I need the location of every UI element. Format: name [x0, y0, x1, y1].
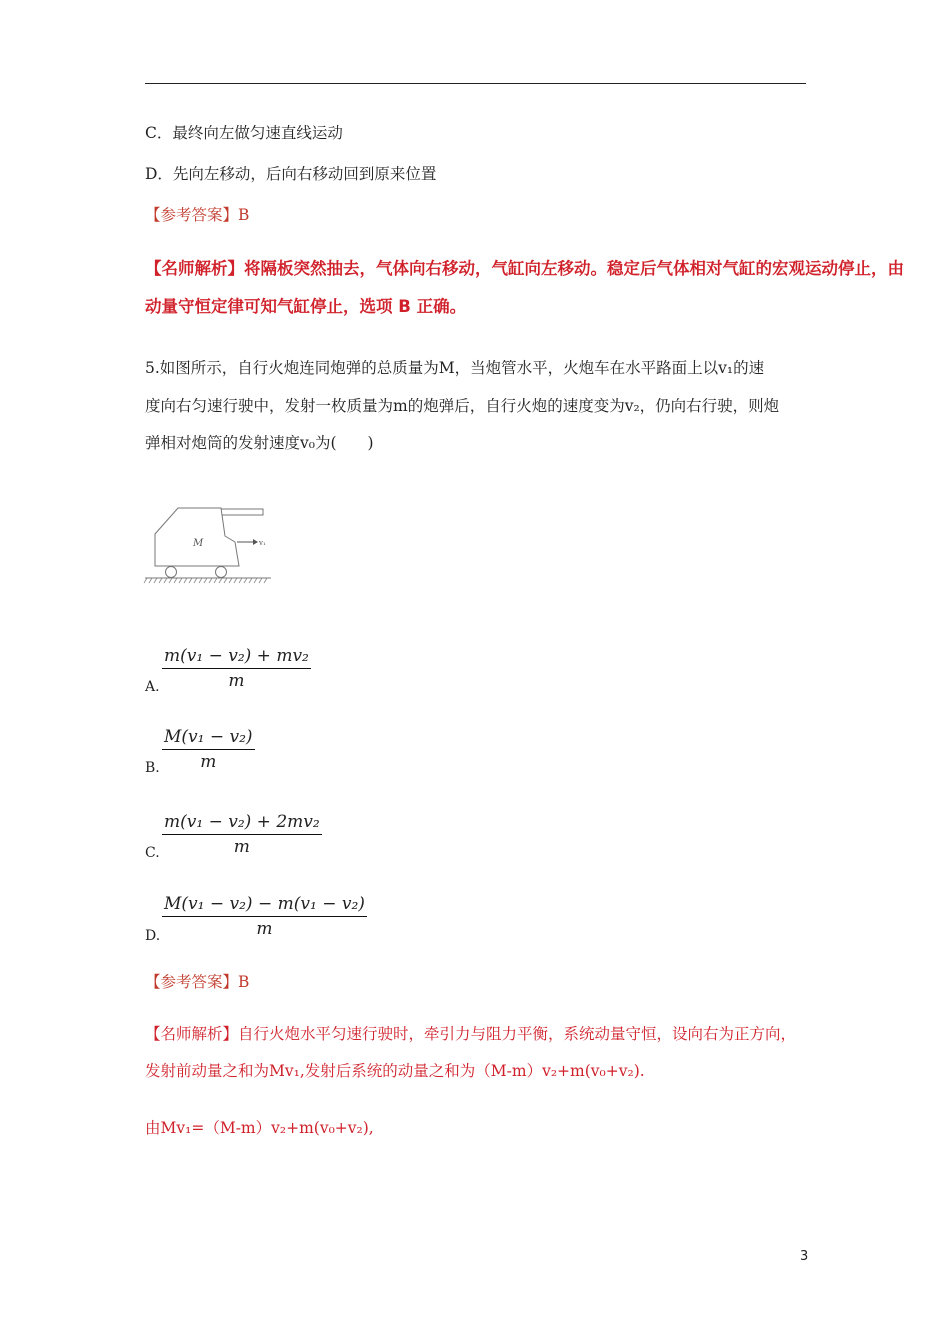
page-number: 3 — [800, 1249, 809, 1264]
option-c-denominator: m — [233, 837, 250, 857]
q5-stem-line3: 弹相对炮筒的发射速度v₀为( ) — [145, 434, 374, 452]
q5-analysis-line3: 由Mv₁=（M-m）v₂+m(v₀+v₂), — [145, 1119, 374, 1137]
option-a-numerator: m(v₁ − v₂) + mv₂ — [162, 646, 311, 669]
q4-analysis-line2: 动量守恒定律可知气缸停止，选项 B 正确。 — [145, 297, 467, 316]
q4-answer: 【参考答案】B — [145, 206, 250, 224]
q5-analysis-line1: 【名师解析】自行火炮水平匀速行驶时，牵引力与阻力平衡，系统动量守恒，设向右为正方向， — [145, 1025, 797, 1043]
option-c-label: C. — [145, 845, 160, 861]
q5-stem-line1: 5.如图所示，自行火炮连同炮弹的总质量为M，当炮管水平，火炮车在水平路面上以v₁的速 — [145, 359, 765, 377]
option-b-numerator: M(v₁ − v₂) — [162, 727, 255, 750]
option-b-denominator: m — [200, 752, 217, 772]
q4-analysis-line1: 【名师解析】将隔板突然抽去，气体向右移动，气缸向左移动。稳定后气体相对气缸的宏观运动停止，由 — [145, 259, 904, 278]
mass-label: M — [193, 538, 204, 549]
q4-option-d: D．先向左移动，后向右移动回到原来位置 — [145, 165, 437, 183]
option-a-label: A. — [145, 679, 160, 695]
velocity-label: v₁ — [259, 539, 266, 547]
option-d-fraction — [162, 894, 367, 939]
header-rule — [145, 83, 806, 84]
option-b-label: B. — [145, 760, 160, 776]
option-c-fraction — [162, 812, 322, 857]
option-d-denominator: m — [256, 919, 273, 939]
option-c-numerator: m(v₁ − v₂) + 2mv₂ — [162, 812, 322, 835]
option-d-numerator: M(v₁ − v₂) − m(v₁ − v₂) — [162, 894, 367, 917]
option-a-fraction — [162, 646, 311, 691]
q4-option-c: C．最终向左做匀速直线运动 — [145, 124, 343, 142]
q5-analysis-line2: 发射前动量之和为Mv₁,发射后系统的动量之和为（M-m）v₂+m(v₀+v₂). — [145, 1062, 645, 1080]
artillery-figure — [143, 496, 283, 586]
option-b-fraction — [162, 727, 255, 772]
artillery-icon — [143, 496, 283, 586]
q5-answer: 【参考答案】B — [145, 973, 250, 991]
q5-stem-line2: 度向右匀速行驶中，发射一枚质量为m的炮弹后，自行火炮的速度变为v₂，仍向右行驶，则炮 — [145, 397, 780, 415]
option-d-label: D. — [145, 928, 161, 944]
option-a-denominator: m — [228, 671, 245, 691]
